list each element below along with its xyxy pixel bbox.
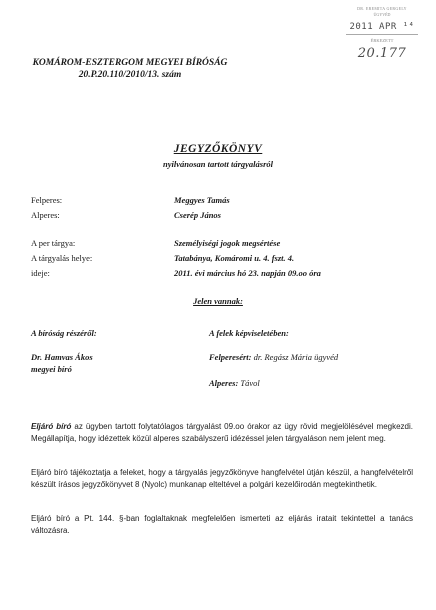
stamp-handwritten-number: 20.177 <box>357 46 407 61</box>
representatives-label: A felek képviseletében: <box>209 328 289 338</box>
stamp-line-1: DR. EREMITA GERGELY <box>357 6 407 11</box>
defendant-representative <box>209 378 260 388</box>
paragraph-recording-notice: Eljáró bíró tájékoztatja a feleket, hogy a tárgyalás jegyzőkönyve hangfelvétel útján készül, a hangfelvételről készült írásos jegyzőkönyvet 8 (Nyolc) munkanap elteltével a polgári kezelőirodán megtekinthetik. <box>31 468 413 489</box>
plaintiff-label: Felperes: <box>31 195 63 205</box>
judge-name: Dr. Hamvas Ákos <box>31 352 93 362</box>
paragraph-opening <box>31 421 413 445</box>
document-title: JEGYZŐKÖNYV <box>173 143 263 155</box>
paragraph-opening-text: az ügyben tartott folytatólagos tárgyalást 09.oo órakor az ügy rövid megjelölésével megkezdi. Megállapítja, hogy idézettek közül alperes szabályszerű idézéssel jelen tárgyaláson nem jelent meg. <box>31 422 414 443</box>
paragraph-opening-lead: Eljáró bíró <box>31 422 72 431</box>
defendant-label: Alperes: <box>31 210 60 220</box>
court-name: KOMÁROM-ESZTERGOM MEGYEI BÍRÓSÁG <box>32 58 228 68</box>
court-header <box>30 57 230 81</box>
place-value: Tatabánya, Komáromi u. 4. fszt. 4. <box>174 253 295 263</box>
judge-title: megyei bíró <box>31 364 72 374</box>
plaintiff-representative <box>209 352 338 362</box>
time-label: ideje: <box>31 268 50 278</box>
document-subtitle: nyilvánosan tartott tárgyalásról <box>162 159 274 169</box>
subject-value: Személyiségi jogok megsértése <box>174 238 281 248</box>
stamp-line-4: ÉRKEZETT <box>370 38 394 43</box>
place-label: A tárgyalás helye: <box>31 253 93 263</box>
stamp-date: 2011 APR ¹⁴ <box>349 22 415 32</box>
subject-label: A per tárgya: <box>31 238 76 248</box>
plaintiff-value: Meggyes Tamás <box>174 195 230 205</box>
paragraph-documents: Eljáró bíró a Pt. 144. §-ban foglaltaknak megfelelően ismerteti az eljárás iratait tekintettel a tanács változásra. <box>31 514 413 535</box>
received-stamp <box>336 6 428 61</box>
stamp-divider <box>346 34 418 35</box>
time-value: 2011. évi március hó 23. napján 09.oo óra <box>174 268 321 278</box>
plaintiff-rep-value: dr. Regász Mária ügyvéd <box>253 352 339 362</box>
case-number: 20.P.20.110/2010/13. szám <box>78 70 182 80</box>
present-heading: Jelen vannak: <box>193 296 243 306</box>
plaintiff-rep-label: Felperesért: <box>209 352 252 362</box>
defendant-rep-value: Távol <box>240 378 260 388</box>
stamp-line-2: ÜGYVÉD <box>373 12 391 17</box>
court-side-label: A bíróság részéről: <box>31 328 97 338</box>
defendant-value: Cserép János <box>174 210 221 220</box>
defendant-rep-label: Alperes: <box>209 378 239 388</box>
